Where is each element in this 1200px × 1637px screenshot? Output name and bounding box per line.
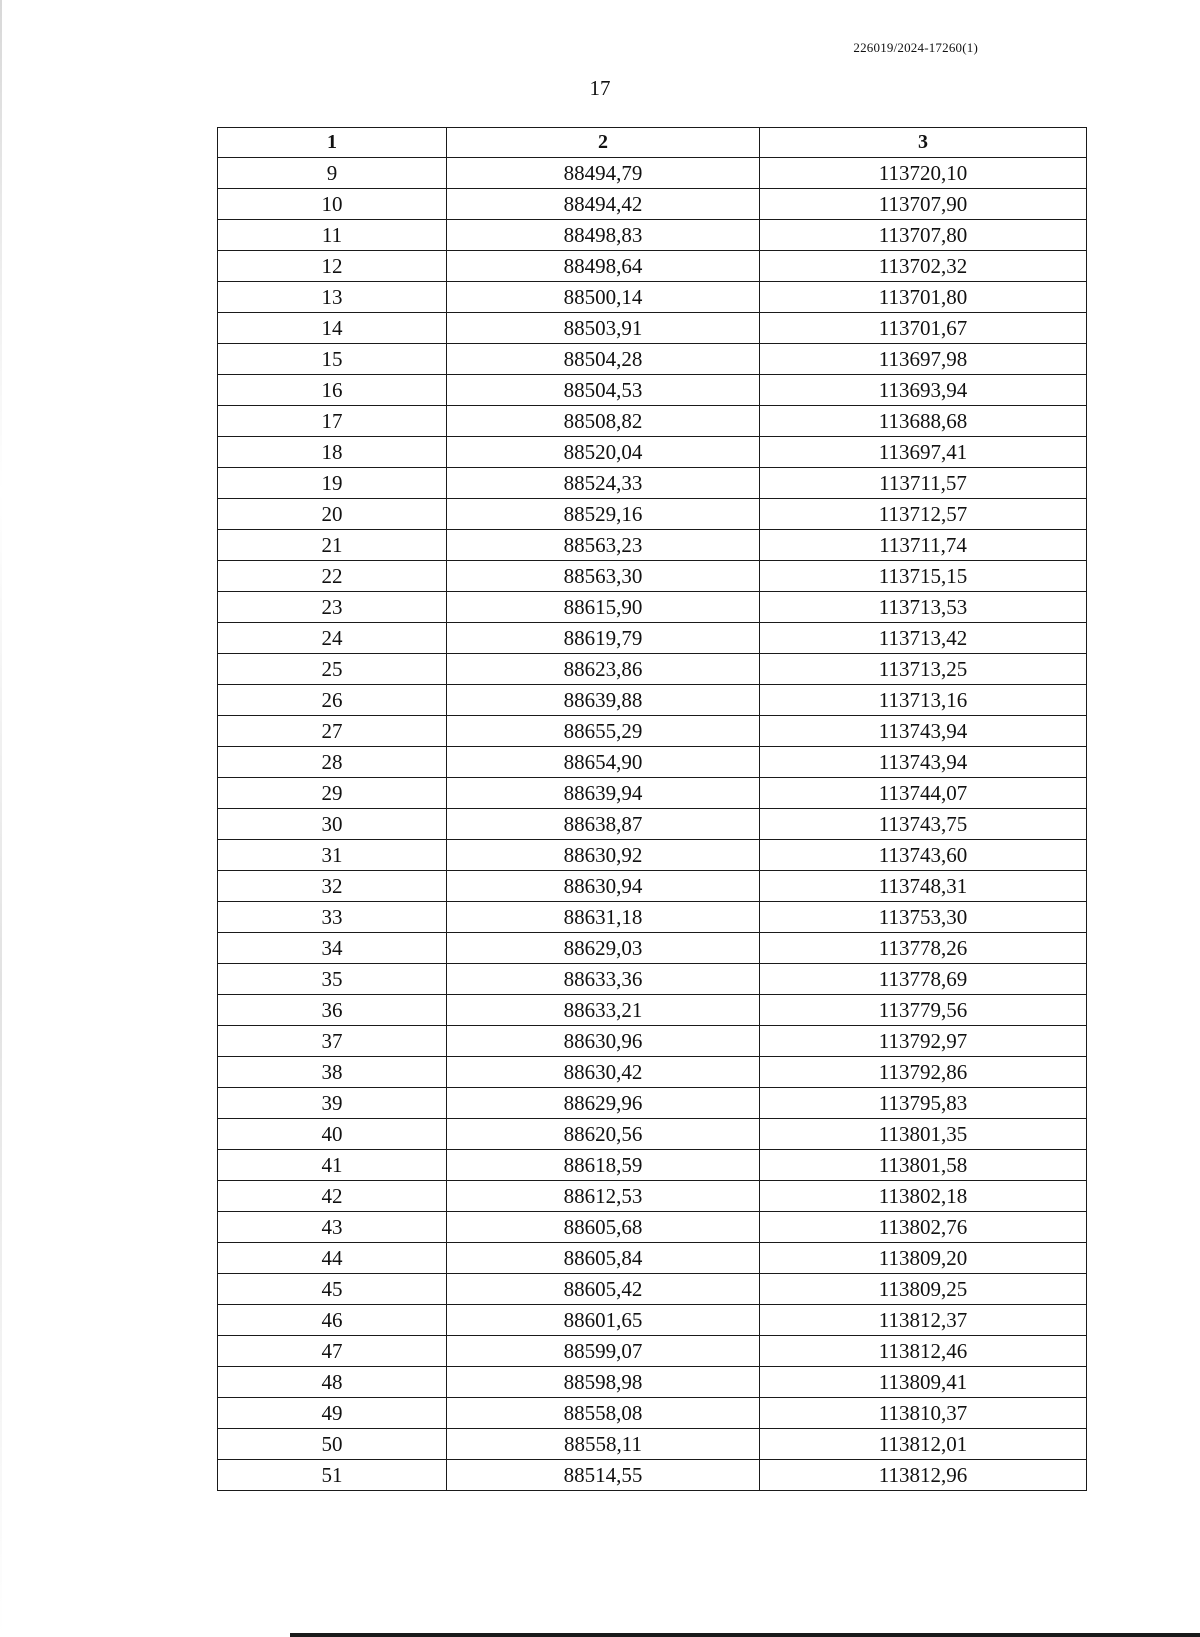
x-coordinate-cell: 88503,91 [447, 313, 760, 344]
table-row [218, 437, 1087, 468]
table-row [218, 561, 1087, 592]
y-coordinate-cell: 113748,31 [760, 871, 1087, 902]
header-row [218, 128, 1087, 158]
point-number-cell: 11 [218, 220, 447, 251]
table-row [218, 499, 1087, 530]
x-coordinate-cell: 88639,94 [447, 778, 760, 809]
point-number-cell: 44 [218, 1243, 447, 1274]
point-number-cell: 22 [218, 561, 447, 592]
point-number-cell: 28 [218, 747, 447, 778]
y-coordinate-cell: 113809,20 [760, 1243, 1087, 1274]
point-number-cell: 39 [218, 1088, 447, 1119]
table-row [218, 189, 1087, 220]
x-coordinate-cell: 88494,79 [447, 158, 760, 189]
x-coordinate-cell: 88558,08 [447, 1398, 760, 1429]
y-coordinate-cell: 113812,37 [760, 1305, 1087, 1336]
x-coordinate-cell: 88563,30 [447, 561, 760, 592]
table-row [218, 530, 1087, 561]
point-number-cell: 35 [218, 964, 447, 995]
y-coordinate-cell: 113743,94 [760, 716, 1087, 747]
y-coordinate-cell: 113713,53 [760, 592, 1087, 623]
point-number-cell: 19 [218, 468, 447, 499]
y-coordinate-cell: 113792,86 [760, 1057, 1087, 1088]
point-number-cell: 51 [218, 1460, 447, 1491]
y-coordinate-cell: 113743,75 [760, 809, 1087, 840]
x-coordinate-cell: 88558,11 [447, 1429, 760, 1460]
y-coordinate-cell: 113810,37 [760, 1398, 1087, 1429]
point-number-cell: 21 [218, 530, 447, 561]
table-row [218, 747, 1087, 778]
x-coordinate-cell: 88500,14 [447, 282, 760, 313]
point-number-cell: 47 [218, 1336, 447, 1367]
table-row [218, 933, 1087, 964]
x-coordinate-cell: 88498,64 [447, 251, 760, 282]
y-coordinate-cell: 113713,42 [760, 623, 1087, 654]
table-row [218, 809, 1087, 840]
table-row [218, 840, 1087, 871]
x-coordinate-cell: 88638,87 [447, 809, 760, 840]
table-row [218, 344, 1087, 375]
x-coordinate-cell: 88630,94 [447, 871, 760, 902]
table-row [218, 282, 1087, 313]
table-row [218, 1305, 1087, 1336]
y-coordinate-cell: 113792,97 [760, 1026, 1087, 1057]
column-header-3: 3 [760, 128, 1087, 158]
x-coordinate-cell: 88630,92 [447, 840, 760, 871]
table-row [218, 995, 1087, 1026]
y-coordinate-cell: 113809,25 [760, 1274, 1087, 1305]
y-coordinate-cell: 113795,83 [760, 1088, 1087, 1119]
y-coordinate-cell: 113812,46 [760, 1336, 1087, 1367]
x-coordinate-cell: 88498,83 [447, 220, 760, 251]
table-row [218, 1088, 1087, 1119]
x-coordinate-cell: 88633,21 [447, 995, 760, 1026]
x-coordinate-cell: 88630,96 [447, 1026, 760, 1057]
x-coordinate-cell: 88633,36 [447, 964, 760, 995]
y-coordinate-cell: 113812,01 [760, 1429, 1087, 1460]
y-coordinate-cell: 113697,41 [760, 437, 1087, 468]
point-number-cell: 36 [218, 995, 447, 1026]
table-row [218, 1150, 1087, 1181]
table-row [218, 716, 1087, 747]
point-number-cell: 13 [218, 282, 447, 313]
point-number-cell: 43 [218, 1212, 447, 1243]
table-row [218, 1026, 1087, 1057]
table-row [218, 1429, 1087, 1460]
y-coordinate-cell: 113743,94 [760, 747, 1087, 778]
table-header [218, 128, 1087, 158]
x-coordinate-cell: 88605,42 [447, 1274, 760, 1305]
point-number-cell: 15 [218, 344, 447, 375]
x-coordinate-cell: 88599,07 [447, 1336, 760, 1367]
y-coordinate-cell: 113707,80 [760, 220, 1087, 251]
table-row [218, 1367, 1087, 1398]
column-header-1: 1 [218, 128, 447, 158]
table-row [218, 1460, 1087, 1491]
y-coordinate-cell: 113693,94 [760, 375, 1087, 406]
point-number-cell: 42 [218, 1181, 447, 1212]
y-coordinate-cell: 113713,25 [760, 654, 1087, 685]
page-number: 17 [589, 76, 611, 100]
x-coordinate-cell: 88520,04 [447, 437, 760, 468]
y-coordinate-cell: 113753,30 [760, 902, 1087, 933]
table-row [218, 1243, 1087, 1274]
y-coordinate-cell: 113697,98 [760, 344, 1087, 375]
x-coordinate-cell: 88629,03 [447, 933, 760, 964]
table-row [218, 1181, 1087, 1212]
x-coordinate-cell: 88619,79 [447, 623, 760, 654]
table-body [218, 158, 1087, 1491]
y-coordinate-cell: 113778,69 [760, 964, 1087, 995]
x-coordinate-cell: 88605,84 [447, 1243, 760, 1274]
column-header-2: 2 [447, 128, 760, 158]
y-coordinate-cell: 113701,80 [760, 282, 1087, 313]
table-row [218, 468, 1087, 499]
y-coordinate-cell: 113711,74 [760, 530, 1087, 561]
x-coordinate-cell: 88508,82 [447, 406, 760, 437]
point-number-cell: 40 [218, 1119, 447, 1150]
table-row [218, 406, 1087, 437]
x-coordinate-cell: 88563,23 [447, 530, 760, 561]
point-number-cell: 37 [218, 1026, 447, 1057]
y-coordinate-cell: 113688,68 [760, 406, 1087, 437]
point-number-cell: 16 [218, 375, 447, 406]
y-coordinate-cell: 113743,60 [760, 840, 1087, 871]
y-coordinate-cell: 113779,56 [760, 995, 1087, 1026]
point-number-cell: 29 [218, 778, 447, 809]
point-number-cell: 31 [218, 840, 447, 871]
point-number-cell: 26 [218, 685, 447, 716]
x-coordinate-cell: 88524,33 [447, 468, 760, 499]
table-row [218, 313, 1087, 344]
table-row [218, 220, 1087, 251]
point-number-cell: 34 [218, 933, 447, 964]
scan-edge-shadow [0, 0, 2, 1637]
y-coordinate-cell: 113701,67 [760, 313, 1087, 344]
y-coordinate-cell: 113744,07 [760, 778, 1087, 809]
table-row [218, 1274, 1087, 1305]
table-row [218, 778, 1087, 809]
x-coordinate-cell: 88514,55 [447, 1460, 760, 1491]
y-coordinate-cell: 113711,57 [760, 468, 1087, 499]
x-coordinate-cell: 88631,18 [447, 902, 760, 933]
x-coordinate-cell: 88601,65 [447, 1305, 760, 1336]
table-row [218, 158, 1087, 189]
point-number-cell: 33 [218, 902, 447, 933]
point-number-cell: 49 [218, 1398, 447, 1429]
point-number-cell: 30 [218, 809, 447, 840]
x-coordinate-cell: 88504,53 [447, 375, 760, 406]
x-coordinate-cell: 88639,88 [447, 685, 760, 716]
y-coordinate-cell: 113802,76 [760, 1212, 1087, 1243]
x-coordinate-cell: 88623,86 [447, 654, 760, 685]
y-coordinate-cell: 113778,26 [760, 933, 1087, 964]
document-id: 226019/2024-17260(1) [853, 40, 978, 55]
point-number-cell: 12 [218, 251, 447, 282]
x-coordinate-cell: 88605,68 [447, 1212, 760, 1243]
y-coordinate-cell: 113713,16 [760, 685, 1087, 716]
point-number-cell: 48 [218, 1367, 447, 1398]
x-coordinate-cell: 88654,90 [447, 747, 760, 778]
x-coordinate-cell: 88629,96 [447, 1088, 760, 1119]
y-coordinate-cell: 113802,18 [760, 1181, 1087, 1212]
table-row [218, 964, 1087, 995]
x-coordinate-cell: 88618,59 [447, 1150, 760, 1181]
x-coordinate-cell: 88598,98 [447, 1367, 760, 1398]
table-row [218, 1212, 1087, 1243]
point-number-cell: 24 [218, 623, 447, 654]
y-coordinate-cell: 113707,90 [760, 189, 1087, 220]
point-number-cell: 32 [218, 871, 447, 902]
point-number-cell: 17 [218, 406, 447, 437]
point-number-cell: 18 [218, 437, 447, 468]
table-row [218, 871, 1087, 902]
point-number-cell: 41 [218, 1150, 447, 1181]
y-coordinate-cell: 113809,41 [760, 1367, 1087, 1398]
table-row [218, 1119, 1087, 1150]
point-number-cell: 10 [218, 189, 447, 220]
y-coordinate-cell: 113720,10 [760, 158, 1087, 189]
table-row [218, 685, 1087, 716]
x-coordinate-cell: 88494,42 [447, 189, 760, 220]
y-coordinate-cell: 113801,58 [760, 1150, 1087, 1181]
point-number-cell: 38 [218, 1057, 447, 1088]
table-row [218, 654, 1087, 685]
x-coordinate-cell: 88529,16 [447, 499, 760, 530]
point-number-cell: 45 [218, 1274, 447, 1305]
coordinates-table [217, 127, 1087, 1491]
table-row [218, 251, 1087, 282]
table-row [218, 1398, 1087, 1429]
y-coordinate-cell: 113801,35 [760, 1119, 1087, 1150]
point-number-cell: 14 [218, 313, 447, 344]
point-number-cell: 25 [218, 654, 447, 685]
scan-bottom-border [290, 1633, 1200, 1637]
point-number-cell: 20 [218, 499, 447, 530]
table-row [218, 623, 1087, 654]
point-number-cell: 9 [218, 158, 447, 189]
x-coordinate-cell: 88630,42 [447, 1057, 760, 1088]
y-coordinate-cell: 113715,15 [760, 561, 1087, 592]
point-number-cell: 27 [218, 716, 447, 747]
x-coordinate-cell: 88612,53 [447, 1181, 760, 1212]
x-coordinate-cell: 88655,29 [447, 716, 760, 747]
point-number-cell: 50 [218, 1429, 447, 1460]
table-row [218, 902, 1087, 933]
y-coordinate-cell: 113702,32 [760, 251, 1087, 282]
table-row [218, 1336, 1087, 1367]
point-number-cell: 46 [218, 1305, 447, 1336]
x-coordinate-cell: 88620,56 [447, 1119, 760, 1150]
x-coordinate-cell: 88504,28 [447, 344, 760, 375]
x-coordinate-cell: 88615,90 [447, 592, 760, 623]
y-coordinate-cell: 113712,57 [760, 499, 1087, 530]
table-row [218, 1057, 1087, 1088]
point-number-cell: 23 [218, 592, 447, 623]
table-row [218, 375, 1087, 406]
table-row [218, 592, 1087, 623]
y-coordinate-cell: 113812,96 [760, 1460, 1087, 1491]
